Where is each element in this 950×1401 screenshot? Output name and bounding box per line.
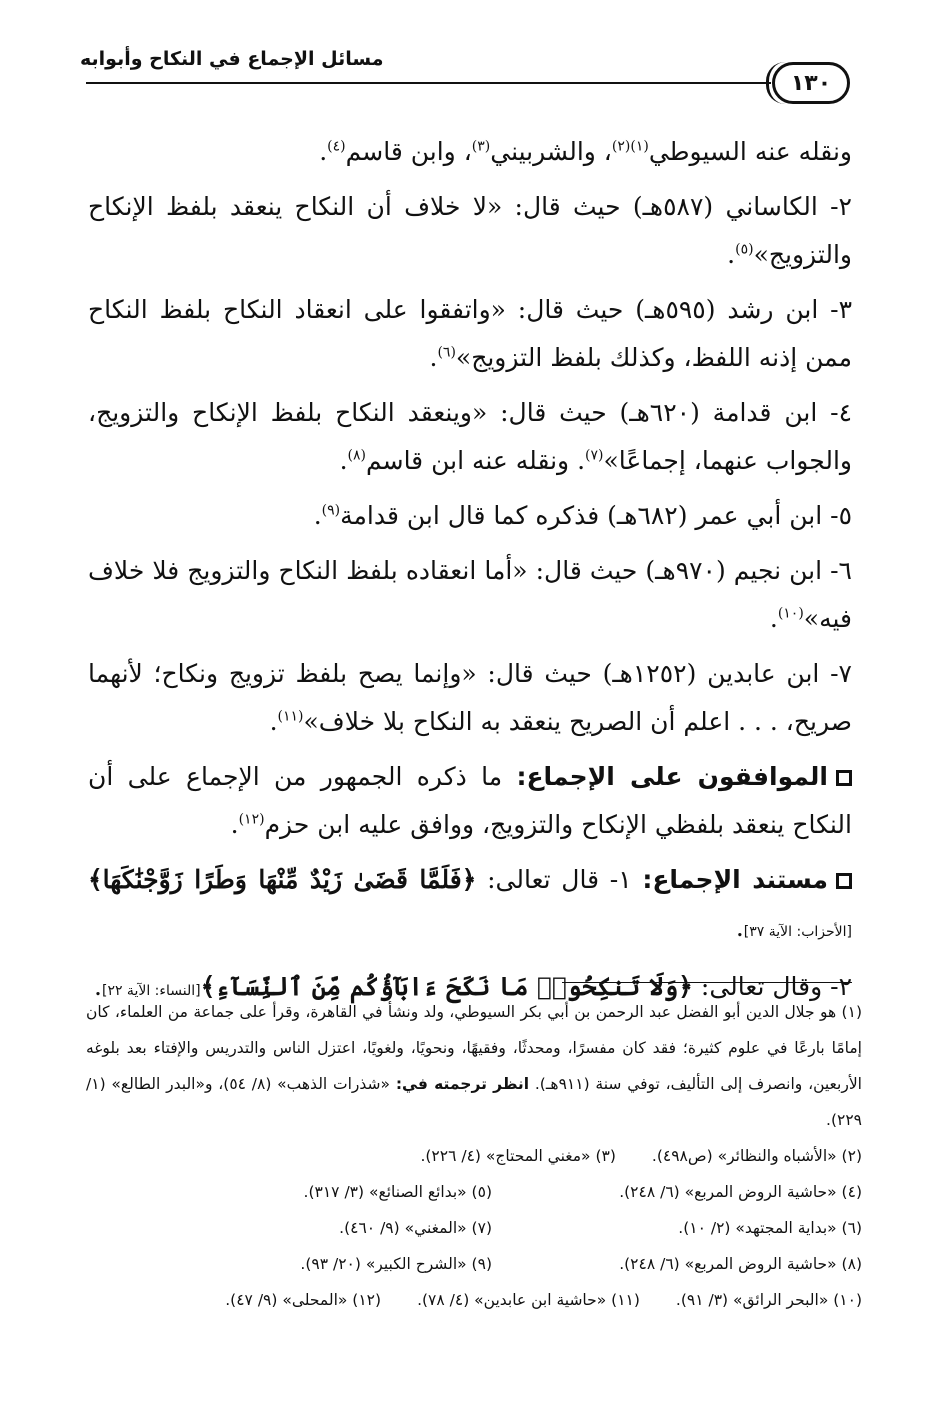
p1-mid1: ، والشربيني [490,137,612,166]
p2-end: . [727,240,736,269]
footnote-11: (١١) «حاشية ابن عابدين» (٤/ ٧٨). [417,1291,640,1309]
footnote-5: (٥) «بدائع الصنائع» (٣/ ٣١٧). [303,1183,492,1201]
p8-end: . [230,810,239,839]
p10-text: ٢- وقال تعالى: [692,972,852,1001]
p9-text: ١- قال تعالى: [476,865,643,894]
footnote-row-8-9 [86,1246,862,1282]
paragraph-7 [88,650,852,746]
square-bullet-icon [836,873,852,889]
p4-text: ٤- ابن قدامة (٦٢٠هـ) حيث قال: «وينعقد النكاح بلفظ الإنكاح والتزويج، والجواب عنهما، إجماعًا» [88,398,852,475]
p4-end: . [339,446,348,475]
footnote-7: (٧) «المغني» (٩/ ٤٦٠). [339,1219,492,1237]
p3-end: . [429,343,438,372]
footnote-row-2-3 [86,1138,862,1174]
p5-text: ٥- ابن أبي عمر (٦٨٢هـ) فذكره كما قال ابن قدامة [340,501,852,530]
p8-sup: (١٢) [238,811,265,828]
paragraph-consensus-basis [88,856,852,956]
p2-sup: (٥) [735,241,754,258]
p3-sup: (٦) [437,344,456,361]
footnotes [86,994,862,1318]
paragraph-1 [88,128,852,176]
footnote-12: (١٢) «المحلى» (٩/ ٤٧). [225,1291,382,1309]
p8-lead: الموافقون على الإجماع: [516,762,828,791]
p2-text: ٢- الكاساني (٥٨٧هـ) حيث قال: «لا خلاف أن النكاح ينعقد بلفظ الإنكاح والتزويج» [88,192,852,269]
main-text [88,128,852,1022]
footnote-row-10-12 [86,1282,862,1318]
footnote-separator [562,982,852,983]
header-rule [86,82,771,84]
paragraph-3 [88,286,852,382]
verse-citation-1: [الأحزاب: الآية ٣٧] [743,924,852,940]
footnote-row-6-7 [86,1210,862,1246]
p1-end: . [319,137,328,166]
p8-text: ما ذكره الجمهور من الإجماع على أن النكاح ينعقد بلفظي الإنكاح والتزويج، ووافق عليه ابن حزم [88,762,852,839]
paragraph-5 [88,492,852,540]
p1-text: ونقله عنه السيوطي [648,137,852,166]
page-number: ١٣٠ [790,70,832,96]
p9-end: . [735,913,744,942]
p9-lead: مستند الإجماع: [642,865,828,894]
paragraph-consensus-agreeing [88,753,852,849]
footnote-9: (٩) «الشرح الكبير» (٢٠/ ٩٣). [300,1255,492,1273]
quran-verse-2: ﴿وَلَا تَنكِحُوا۟ مَا نَكَحَ ءَابَآؤُكُم مِّنَ ٱلنِّسَآءِ﴾ [200,972,693,1001]
page-number-badge [772,62,850,104]
footnote-3: (٣) «مغني المحتاج» (٤/ ٢٢٦). [420,1147,616,1165]
p1-mid2: ، وابن قاسم [345,137,472,166]
footnote-8: (٨) «حاشية الروض المربع» (٦/ ٢٤٨). [619,1255,862,1273]
p5-sup: (٩) [321,502,341,519]
p6-text: ٦- ابن نجيم (٩٧٠هـ) حيث قال: «أما انعقاده بلفظ النكاح والتزويج فلا خلاف فيه» [88,556,852,633]
footnote-10: (١٠) «البحر الرائق» (٣/ ٩١). [675,1291,862,1309]
p4-sup2: (٨) [347,447,366,464]
p4-mid: . ونقله عنه ابن قاسم [365,446,586,475]
footnote-1 [86,994,862,1138]
square-bullet-icon [836,770,852,786]
p7-text: ٧- ابن عابدين (١٢٥٢هـ) حيث قال: «وإنما يصح بلفظ تزويج ونكاح؛ لأنهما صريح، . . . اعلم أن الصريح ينعقد به النكاح بلا خلاف» [88,659,852,736]
verse-citation-2: [النساء: الآية ٢٢] [101,983,201,999]
p10-end: . [94,972,102,1001]
p4-sup1: (٧) [585,447,604,464]
p1-sup2: (٣) [471,138,491,155]
footnote-4: (٤) «حاشية الروض المربع» (٦/ ٢٤٨). [619,1183,862,1201]
fn1-bold: انظر ترجمته في: [395,1075,530,1093]
paragraph-2 [88,183,852,279]
p5-end: . [313,501,322,530]
fn1-text: (١) هو جلال الدين أبو الفضل عبد الرحمن بن أبي بكر السيوطي، ولد ونشأ في القاهرة، وقرأ على جماعة من العلماء، كان إمامًا بارعًا في علوم كثيرة؛ فقد كان مفسرًا، ومحدثًا، وفقيهًا، ونحويًا، ولغويًا، اعتزل الناس والتدريس والإفتاء بعد بلوغه الأربعين، وانصرف إلى التأليف، توفي سنة (٩١١هـ). [86,1003,862,1093]
running-header-title: مسائل الإجماع في النكاح وأبوابه [80,48,384,70]
footnote-6: (٦) «بداية المجتهد» (٢/ ١٠). [678,1219,862,1237]
p1-sup3: (٤) [327,138,346,155]
p1-sup1: (١)(٢) [611,138,649,155]
paragraph-4 [88,389,852,485]
quran-verse-1: ﴿فَلَمَّا قَضَىٰ زَيْدٌ مِّنْهَا وَطَرًا زَوَّجْنَٰكَهَا﴾ [88,865,477,894]
p7-end: . [269,707,278,736]
fn1-refs: «شذرات الذهب» (٨/ ٥٤)، و«البدر الطالع» (١/ ٢٢٩). [86,1075,862,1129]
p6-sup: (١٠) [777,605,804,622]
p3-text: ٣- ابن رشد (٥٩٥هـ) حيث قال: «واتفقوا على انعقاد النكاح بلفظ النكاح ممن إذنه اللفظ، وكذلك بلفظ التزويج» [88,295,852,372]
footnote-2: (٢) «الأشباه والنظائر» (ص٤٩٨). [651,1147,862,1165]
paragraph-6 [88,547,852,643]
p7-sup: (١١) [277,708,304,725]
footnote-row-4-5 [86,1174,862,1210]
p6-end: . [769,604,778,633]
